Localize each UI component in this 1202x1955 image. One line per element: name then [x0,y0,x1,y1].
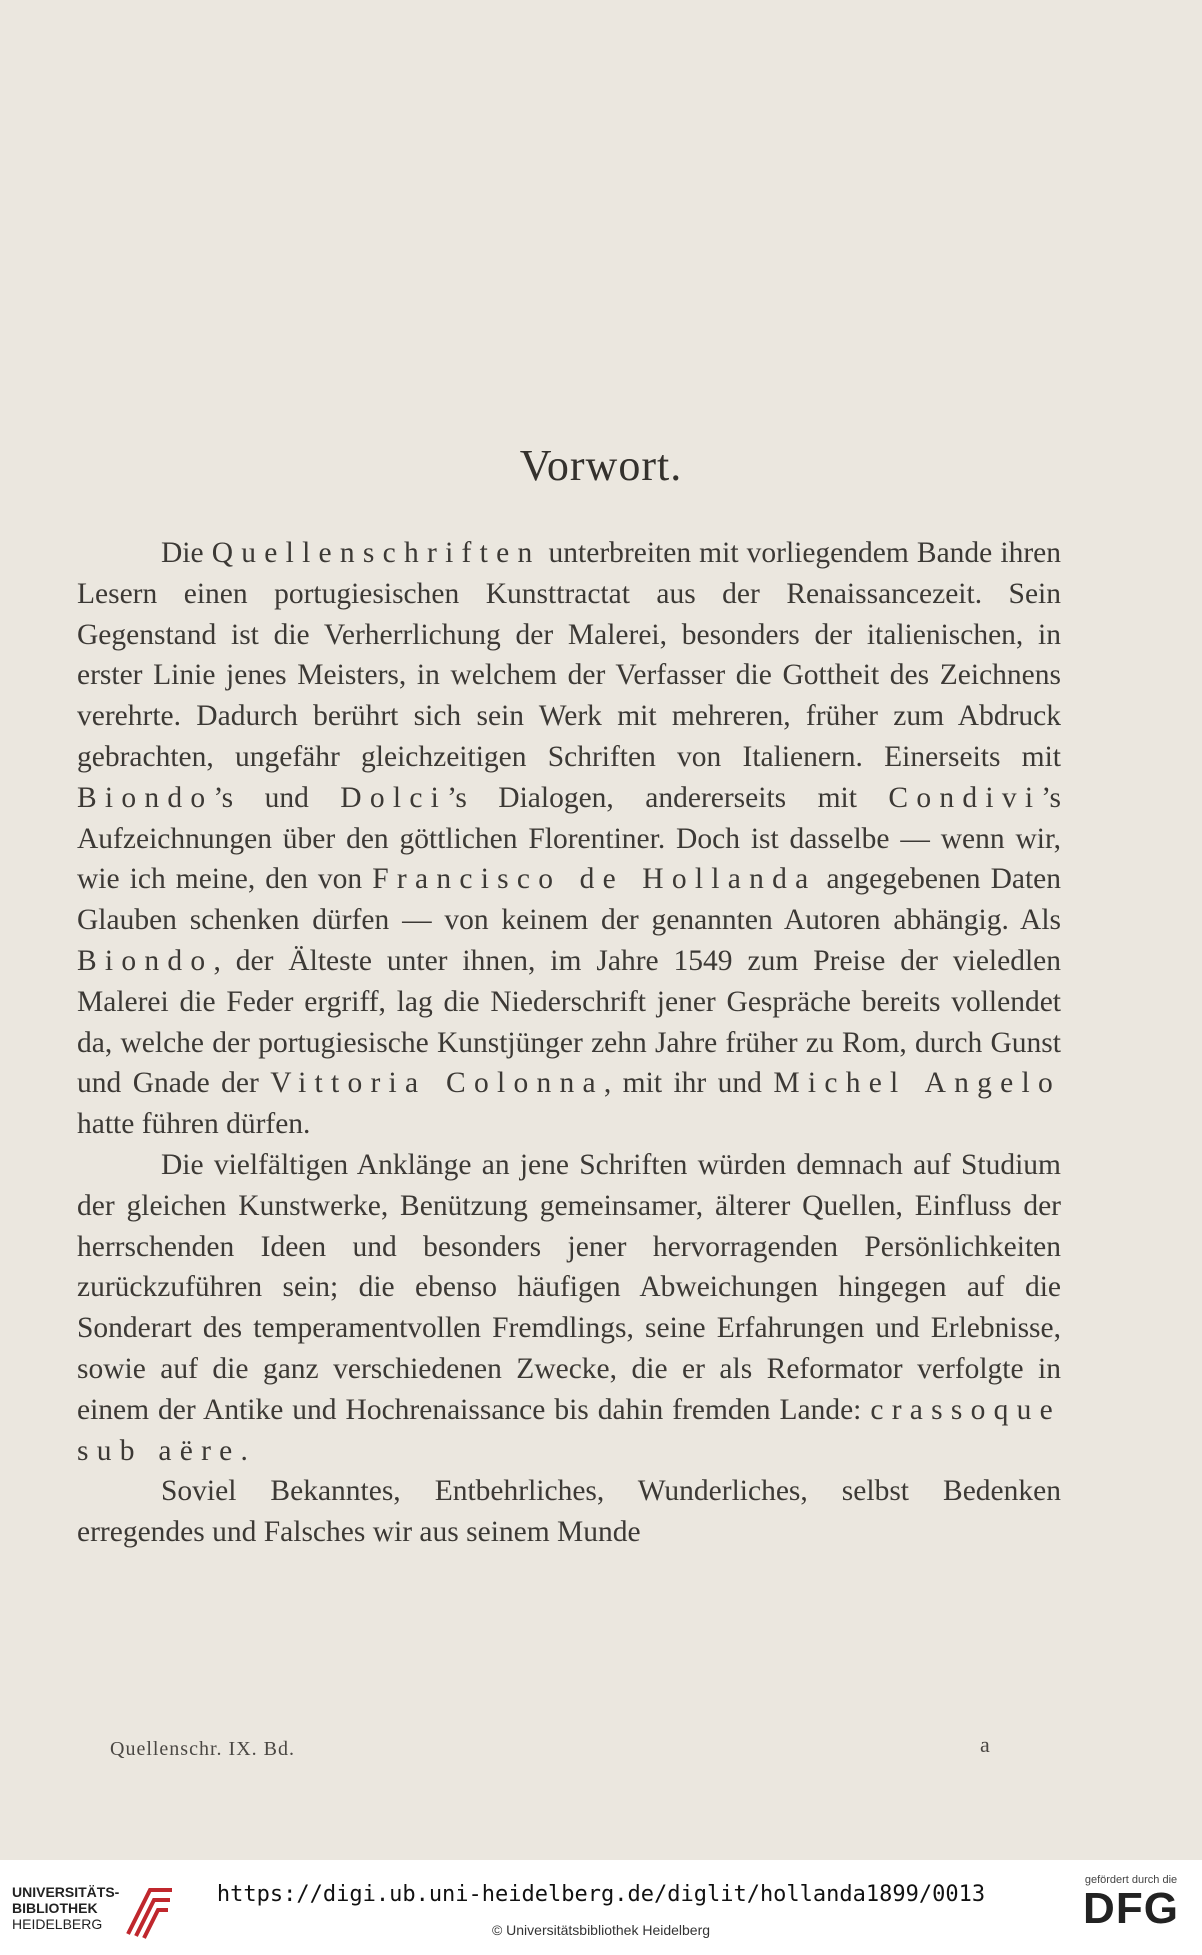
body-text [77,533,1061,1553]
text-run: ’s und [213,781,341,814]
paragraph [77,1145,1061,1471]
digitization-footer [0,1860,1202,1955]
signature-letter: a [980,1732,990,1757]
text-run: , mit ihr und [603,1067,774,1100]
text-run: hatte führen dürfen. [77,1108,311,1141]
spaced-name: Michel Angelo [773,1067,1061,1100]
dfg-funding-text: gefördert durch die [1084,1874,1178,1886]
spaced-name: Vittoria Colonna [270,1067,604,1100]
library-name-line2: BIBLIOTHEK [12,1900,98,1916]
spaced-name: Biondo [77,944,214,977]
paragraph [77,533,1061,1145]
dfg-wordmark: DFG [1083,1884,1179,1933]
permalink-url[interactable]: https://digi.ub.uni-heidelberg.de/diglit/hollanda1899/0013 [216,1882,986,1907]
library-name-line3: HEIDELBERG [12,1916,103,1932]
text-run: unterbreiten mit vorliegendem Bande ihren Lesern einen portugiesischen Kunsttractat aus der Renaissancezeit. Sein Gegenstand ist die Verherrlichung der Malerei, besonders der italienischen, in erster Linie jenes Meisters, in welchem der Verfasser die Gottheit des Zeichnens verehrte. Dadurch berührt sich sein Werk mit mehreren, früher zum Abdruck gebrachten, ungefähr gleichzeitigen Schriften von Italienern. Einerseits mit [77,537,1061,773]
paragraph [77,1471,1061,1553]
text-run: Soviel Bekanntes, Entbehrliches, Wunderliches, selbst Bedenken erregendes und Falsches wir aus seinem Munde [77,1475,1061,1549]
dfg-logo[interactable] [1066,1874,1196,1932]
copyright-notice: © Universitätsbibliothek Heidelberg [491,1922,711,1938]
library-name-line1: UNIVERSITÄTS- [12,1884,120,1900]
text-run: angegebenen Daten Glauben schenken dürfen — von keinem der genannten Autoren abhängig. Als [77,863,1062,937]
spaced-name: Biondo [77,781,214,814]
text-run: , der Älteste unter ihnen, im Jahre 1549 zum Preise der vieledlen Malerei die Feder ergriff, lag die Niederschrift jener Gespräche bereits vollendet da, welche der portugiesische Kunstjünger zehn Jahre früher zu Rom, durch Gunst und Gnade der [77,944,1061,1100]
spaced-name: Quellenschriften [211,537,541,569]
spaced-name: crassoque sub aëre [77,1393,1061,1467]
text-run: Die vielfältigen Anklänge an jene Schriften würden demnach auf Studium der gleichen Kunstwerke, Benützung gemeinsamer, älterer Quellen, Einfluss der herrschenden Ideen und besonders jener hervorragenden Persönlichkeiten zurückzuführen sein; die ebenso häufigen Abweichungen hingegen auf die Sonderart des temperamentvollen Fremdlings, seine Erfahrungen und Erlebnisse, sowie auf die ganz verschiedenen Zwecke, die er als Reformator verfolgte in einem der Antike und Hochrenaissance bis dahin fremden Lande: [77,1148,1061,1426]
page-title: Vorwort. [519,441,683,490]
text-run: ’s Aufzeichnungen über den göttlichen Florentiner. Doch ist dasselbe — wenn wir, wie ich meine, den von [77,781,1061,896]
text-run: ’s Dialogen, andererseits mit [447,781,889,814]
printer-signature: Quellenschr. IX. Bd. [110,1738,295,1760]
spaced-name: Francisco de Hollanda [372,863,817,896]
spaced-name: Dolci [340,781,448,814]
text-run: . [240,1434,248,1467]
text-run: Die [161,537,212,569]
spaced-name: Condivi [888,781,1042,814]
